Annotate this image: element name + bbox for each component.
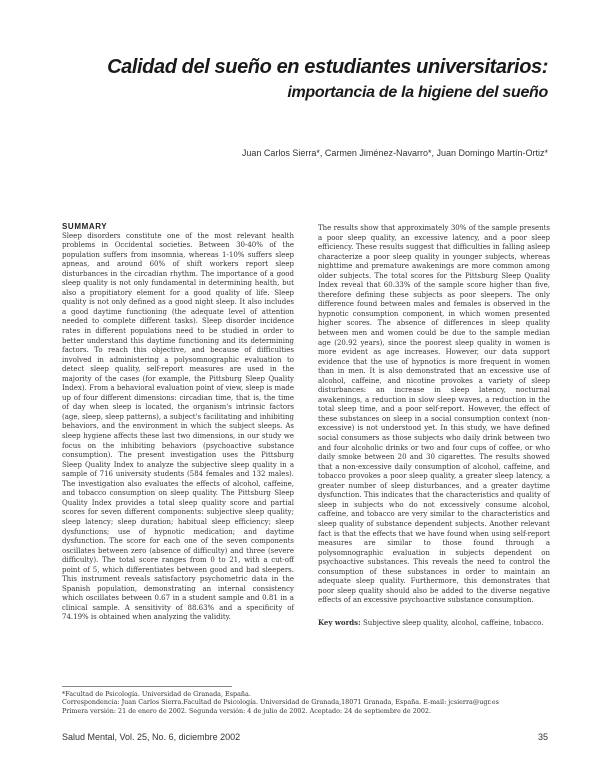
authors-line: Juan Carlos Sierra*, Carmen Jiménez-Navarro*, Juan Domingo Martín-Ortiz* xyxy=(241,148,548,158)
footnote-correspondence: Correspondencia: Juan Carlos Sierra.Facultad de Psicología. Universidad de Granada,18071 Granada, España. E-mail: jcsierra@ugr.es xyxy=(62,698,499,707)
footnote-dates: Primera versión: 21 de enero de 2002. Segunda versión: 4 de julio de 2002. Aceptado: 24 de septiembre de 2002. xyxy=(62,706,431,715)
keywords xyxy=(318,618,550,629)
article-title-line-1: Calidad del sueño en estudiantes universitarios: xyxy=(107,56,548,78)
summary-left-column xyxy=(62,222,294,623)
summary-right-column xyxy=(318,224,550,628)
summary-heading: SUMMARY xyxy=(62,222,108,231)
summary-text-left: Sleep disorders constitute one of the most relevant health problems in Occidental societies. Between 30-40% of the population suffers from insomnia, whereas 1-10% suffers sleep apneas, and around 60% of shift workers report sleep disturbances in the circadian rhythm. The importance of a good sleep quality is not only fundamental in determining health, but also a propitiatory element for a good quality of life. Sleep quality is not only defined as a good night sleep. It also includes a good daytime functioning (the adequate level of attention needed to complete different tasks). Sleep disorder incidence rates in different populations need to be studied in order to better understand this daytime functioning and its determining factors. To reach this objective, and because of difficulties involved in administering a polysomnographic evaluation to detect sleep quality, self-report measures are used in the majority of the cases (for example, the Pittsburg Sleep Quality Index). From a behavioral evaluation point of view, sleep is made up of four different dimensions: circadian time, that is, the time of day when sleep is located, the organism's intrinsic factors (age, sleep, sleep patterns), a subject's facilitating and inhibiting behaviors, and the environment in which the subject sleeps. As sleep hygiene affects these last two dimensions, in our study we focus on the inhibiting behaviors (psychoactive substance consumption). The present investigation uses the Pittsburg Sleep Quality Index to analyze the subjective sleep quality in a sample of 716 university students (584 females and 132 males). The investigation also evaluates the effects of alcohol, caffeine, and tobacco consumption on sleep quality. The Pittsburg Sleep Quality Index provides a total sleep quality score and partial scores for seven different components: subjective sleep quality; sleep latency; sleep duration; habitual sleep efficiency; sleep dysfunctions; use of hypnotic medication; and daytime dysfunction. The score for each one of the seven components oscillates between zero (absence of difficulty) and three (severe difficulty). The total score ranges from 0 to 21, with a cut-off point of 5, which differentiates between good and bad sleepers. This instrument reveals satisfactory psychometric data in the Spanish population, demonstrating an internal consistency which oscillates between 0.67 in a student sample and 0.81 in a clinical sample. A sensitivity of 88.63% and a specificity of 74.19% is obtained when analyzing the validity. xyxy=(62,231,294,622)
footnotes xyxy=(62,690,542,715)
keywords-label: Key words: xyxy=(318,617,361,627)
journal-citation: Salud Mental, Vol. 25, No. 6, diciembre 2002 xyxy=(62,732,241,742)
summary-text-right: The results show that approximately 30% of the sample presents a poor sleep quality, an excessive latency, and a poor sleep efficiency. These results suggest that difficulties in falling asleep characterize a poor sleep quality in younger subjects, whereas nighttime and premature awakenings are more common among older subjects. The total scores for the Pittsburg Sleep Quality Index reveal that 60.33% of the sample score higher than five, therefore defining these subjects as poor sleepers. The only difference found between males and females is observed in the hypnotic consumption component, in which women presented higher scores. The absence of differences in sleep quality between men and women could be due to the sample median age (20.92 years), since the poorest sleep quality in women is more evident as age increases. However, our data support evidence that the use of hypnotics is more frequent in women than in men. It is also demonstrated that an excessive use of alcohol, caffeine, and nicotine provokes a variety of sleep disturbances: an increase in sleep latency, nocturnal awakenings, a reduction in slow sleep waves, a reduction in the total sleep time, and a poor self-report. However, the effect of these substances on sleep in a social consumption context (non-excessive) is not understood yet. In this study, we have defined social consumers as those subjects who daily drink between two and four alcoholic drinks or two and four cups of coffee, or who daily smoke between 20 and 30 cigarettes. The results showed that a non-excessive daily consumption of alcohol, caffeine, and tobacco provokes a poor sleep quality, a greater sleep latency, a greater number of sleep disturbances, and a greater daytime dysfunction. This indicates that the characteristics and quality of sleep in subjects who do not excessively consume alcohol, caffeine, and tobacco are very similar to the characteristics and sleep quality of substance dependent subjects. Another relevant fact is that the effects that we have found when using self-report measures are similar to those found through a polysomnographic evaluation in subjects dependent on psychoactive substances. This reveals the need to control the consumption of these substances in order to maintain an adequate sleep quality. Furthermore, this demonstrates that poor sleep quality should also be added to the diverse negative effects of an excessive psychoactive substance consumption. xyxy=(318,224,550,605)
page-number: 35 xyxy=(537,732,548,742)
keywords-text: Subjective sleep quality, alcohol, caffeine, tobacco. xyxy=(362,618,544,627)
footnote-affiliation: *Facultad de Psicología. Universidad de Granada, España. xyxy=(62,690,251,698)
article-title-line-2: importancia de la higiene del sueño xyxy=(287,84,548,101)
footnote-divider xyxy=(62,686,232,687)
